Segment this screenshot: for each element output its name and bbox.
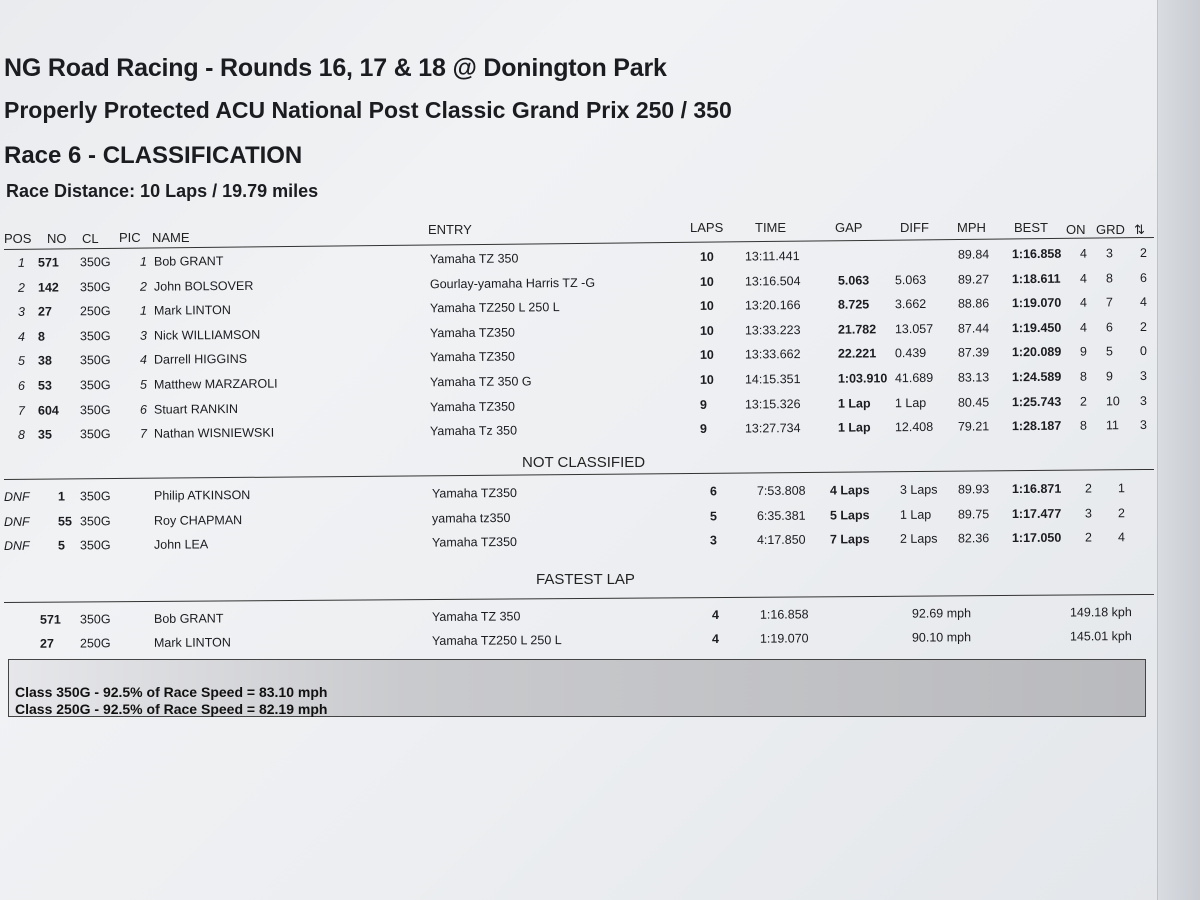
entry-cell: Yamaha TZ250 L 250 L xyxy=(429,300,560,316)
class-cell: 350G xyxy=(79,489,111,504)
diff-cell: 0.439 xyxy=(894,346,927,361)
mph-cell: 87.39 xyxy=(957,345,990,361)
position-change-cell: 4 xyxy=(1139,295,1147,310)
mph-cell: 89.84 xyxy=(957,247,990,262)
entry-cell: Yamaha Tz 350 xyxy=(429,423,518,439)
race-speed-box xyxy=(8,659,1146,717)
diff-cell: 13.057 xyxy=(894,321,934,336)
mph-cell: 88.86 xyxy=(957,296,990,311)
pic-cell: 4 xyxy=(139,353,147,368)
position-change-cell: 2 xyxy=(1139,245,1147,261)
grid-cell: 7 xyxy=(1105,295,1113,310)
entry-cell: Yamaha TZ350 xyxy=(429,325,516,341)
fastest-lap-number-cell: 4 xyxy=(711,631,719,647)
gap-cell: 1:03.910 xyxy=(837,371,888,386)
fastest-lap-number-cell: 4 xyxy=(711,607,719,623)
laps-cell: 10 xyxy=(699,372,714,387)
name-cell: Darrell HIGGINS xyxy=(153,352,248,368)
race-distance: Race Distance: 10 Laps / 19.79 miles xyxy=(6,181,319,201)
best-lap-cell: 1:20.089 xyxy=(1011,345,1062,360)
name-cell: Mark LINTON xyxy=(153,635,231,650)
header-mph: MPH xyxy=(957,220,986,235)
number-cell: 38 xyxy=(37,353,52,369)
time-cell: 1:16.858 xyxy=(759,607,809,622)
paper-edge xyxy=(1157,0,1200,900)
race-series-title: Properly Protected ACU National Post Classic Grand Prix 250 / 350 xyxy=(4,97,732,123)
number-cell: 571 xyxy=(37,255,59,270)
number-cell: 8 xyxy=(37,329,45,344)
on-cell: 8 xyxy=(1079,369,1087,384)
race-speed-250g: Class 250G - 92.5% of Race Speed = 82.19 mph xyxy=(15,701,328,717)
grid-cell: 10 xyxy=(1105,393,1120,408)
event-title: NG Road Racing - Rounds 16, 17 & 18 @ Donington Park xyxy=(4,54,667,82)
grid-cell: 5 xyxy=(1105,344,1113,359)
gap-cell: 1 Lap xyxy=(837,395,871,411)
pos-cell: DNF xyxy=(3,489,30,504)
time-cell: 13:20.166 xyxy=(744,298,801,313)
grid-cell: 8 xyxy=(1105,270,1113,285)
header-best: BEST xyxy=(1014,220,1048,235)
gap-cell: 5 Laps xyxy=(829,507,870,522)
entry-cell: Yamaha TZ350 xyxy=(431,485,518,501)
name-cell: Stuart RANKIN xyxy=(153,401,239,417)
grid-cell: 6 xyxy=(1105,320,1113,335)
pic-cell: 1 xyxy=(139,303,147,318)
pos-cell: 3 xyxy=(17,304,25,320)
pic-cell: 3 xyxy=(139,328,147,343)
best-lap-cell: 1:25.743 xyxy=(1011,394,1062,409)
number-cell: 571 xyxy=(39,612,61,627)
pos-cell: 2 xyxy=(17,280,25,295)
name-cell: Roy CHAPMAN xyxy=(153,512,243,528)
race-classification-title: Race 6 - CLASSIFICATION xyxy=(4,142,303,169)
header-gap: GAP xyxy=(835,220,863,235)
pic-cell: 6 xyxy=(139,402,147,417)
on-cell: 4 xyxy=(1079,295,1087,310)
name-cell: John BOLSOVER xyxy=(153,278,254,294)
pic-cell: 2 xyxy=(139,279,147,294)
name-cell: Nick WILLIAMSON xyxy=(153,327,261,343)
grid-cell: 11 xyxy=(1105,418,1119,433)
header-on: ON xyxy=(1066,222,1086,237)
pos-cell: DNF xyxy=(3,514,30,529)
header-diff: DIFF xyxy=(900,220,929,235)
time-cell: 4:17.850 xyxy=(756,532,806,548)
gap-cell: 5.063 xyxy=(837,273,870,288)
mph-cell: 82.36 xyxy=(957,531,990,546)
diff-cell: 3.662 xyxy=(894,297,927,312)
name-cell: Bob GRANT xyxy=(153,254,224,269)
best-lap-cell: 1:19.450 xyxy=(1011,320,1062,335)
best-lap-cell: 1:17.477 xyxy=(1011,506,1062,521)
pos-cell: 7 xyxy=(17,403,25,418)
class-cell: 350G xyxy=(79,612,111,627)
mph-cell: 89.75 xyxy=(957,506,990,521)
entry-cell: Yamaha TZ 350 G xyxy=(429,374,532,390)
number-cell: 53 xyxy=(37,378,52,393)
number-cell: 142 xyxy=(37,280,59,295)
on-cell: 4 xyxy=(1079,320,1087,335)
mph-cell: 87.44 xyxy=(957,321,990,336)
mph-cell: 89.27 xyxy=(957,271,990,287)
gap-cell: 8.725 xyxy=(837,297,870,312)
gap-cell: 7 Laps xyxy=(829,532,870,547)
number-cell: 35 xyxy=(37,427,52,442)
grid-cell: 2 xyxy=(1117,505,1125,520)
best-lap-cell: 1:19.070 xyxy=(1011,295,1062,311)
pos-cell: 8 xyxy=(17,427,25,443)
class-cell: 250G xyxy=(79,304,111,319)
kph-cell: 145.01 kph xyxy=(1069,629,1132,644)
class-cell: 350G xyxy=(79,353,111,368)
name-cell: Matthew MARZAROLI xyxy=(153,376,278,392)
diff-cell: 5.063 xyxy=(894,272,927,287)
class-cell: 350G xyxy=(79,279,111,294)
on-cell: 2 xyxy=(1084,530,1092,545)
grid-cell: 9 xyxy=(1105,369,1113,384)
time-cell: 13:16.504 xyxy=(744,273,801,289)
diff-cell: 12.408 xyxy=(894,420,934,435)
time-cell: 13:11.441 xyxy=(744,249,800,264)
header-time: TIME xyxy=(755,220,787,235)
entry-cell: Gourlay-yamaha Harris TZ -G xyxy=(429,275,596,291)
laps-cell: 10 xyxy=(699,323,714,338)
pic-cell: 5 xyxy=(139,377,147,392)
class-cell: 350G xyxy=(79,402,111,417)
mph-cell: 92.69 mph xyxy=(911,606,972,621)
header-entry: ENTRY xyxy=(428,222,472,237)
time-cell: 7:53.808 xyxy=(756,483,806,499)
laps-cell: 6 xyxy=(709,484,717,499)
position-change-cell: 6 xyxy=(1139,270,1147,285)
mph-cell: 90.10 mph xyxy=(911,630,972,645)
name-cell: Bob GRANT xyxy=(153,611,224,626)
header-cl: CL xyxy=(82,231,99,246)
laps-cell: 10 xyxy=(699,348,714,363)
class-cell: 350G xyxy=(79,255,111,270)
fastest-lap-title: FASTEST LAP xyxy=(536,571,635,588)
diff-cell: 41.689 xyxy=(894,370,934,386)
number-cell: 5 xyxy=(57,538,65,553)
fastest-lap-rule xyxy=(4,594,1154,603)
entry-cell: Yamaha TZ350 xyxy=(429,349,516,365)
mph-cell: 89.93 xyxy=(957,482,990,497)
name-cell: Mark LINTON xyxy=(153,303,231,318)
laps-cell: 10 xyxy=(699,298,714,314)
on-cell: 4 xyxy=(1079,271,1087,286)
header-name: NAME xyxy=(152,230,190,245)
laps-cell: 3 xyxy=(709,533,717,548)
number-cell: 604 xyxy=(37,403,59,418)
on-cell: 3 xyxy=(1084,505,1092,520)
time-cell: 13:15.326 xyxy=(744,396,801,412)
time-cell: 13:33.223 xyxy=(744,322,801,338)
on-cell: 2 xyxy=(1079,394,1087,409)
name-cell: Nathan WISNIEWSKI xyxy=(153,425,275,441)
time-cell: 6:35.381 xyxy=(756,508,806,523)
name-cell: John LEA xyxy=(153,537,209,552)
pos-cell: 4 xyxy=(17,329,25,344)
gap-cell: 21.782 xyxy=(837,322,877,337)
time-cell: 14:15.351 xyxy=(744,372,801,387)
entry-cell: yamaha tz350 xyxy=(431,510,511,526)
class-cell: 350G xyxy=(79,538,111,553)
on-cell: 9 xyxy=(1079,344,1087,359)
class-cell: 350G xyxy=(79,513,111,528)
header-pos: POS xyxy=(4,231,32,246)
diff-cell: 3 Laps xyxy=(899,482,938,497)
entry-cell: Yamaha TZ350 xyxy=(431,534,518,550)
class-cell: 350G xyxy=(79,328,111,344)
position-change-cell: 2 xyxy=(1139,319,1147,334)
pos-cell: 5 xyxy=(17,354,25,369)
pos-cell: 1 xyxy=(17,255,25,270)
number-cell: 27 xyxy=(39,636,54,651)
position-change-cell: 3 xyxy=(1139,368,1147,384)
diff-cell: 1 Lap xyxy=(899,507,932,522)
time-cell: 1:19.070 xyxy=(759,631,809,646)
kph-cell: 149.18 kph xyxy=(1069,605,1132,620)
on-cell: 8 xyxy=(1079,418,1087,433)
position-change-cell: 0 xyxy=(1139,344,1147,359)
not-classified-title: NOT CLASSIFIED xyxy=(522,454,646,471)
laps-cell: 10 xyxy=(699,249,714,264)
header-laps: LAPS xyxy=(690,220,724,235)
entry-cell: Yamaha TZ 350 xyxy=(431,609,521,624)
grid-cell: 4 xyxy=(1117,530,1125,545)
best-lap-cell: 1:16.858 xyxy=(1011,246,1062,262)
header-pic: PIC xyxy=(119,230,141,245)
pic-cell: 7 xyxy=(139,426,147,441)
header-position-change: ⇅ xyxy=(1134,222,1145,237)
number-cell: 55 xyxy=(57,513,72,529)
gap-cell: 4 Laps xyxy=(829,483,870,498)
entry-cell: Yamaha TZ250 L 250 L xyxy=(431,633,562,648)
name-cell: Philip ATKINSON xyxy=(153,488,251,503)
number-cell: 1 xyxy=(57,489,65,504)
best-lap-cell: 1:17.050 xyxy=(1011,530,1062,546)
laps-cell: 10 xyxy=(699,274,714,289)
on-cell: 2 xyxy=(1084,481,1092,496)
laps-cell: 5 xyxy=(709,508,717,523)
class-cell: 250G xyxy=(79,636,111,651)
grid-cell: 3 xyxy=(1105,246,1113,261)
best-lap-cell: 1:24.589 xyxy=(1011,369,1062,385)
race-speed-350g: Class 350G - 92.5% of Race Speed = 83.10 mph xyxy=(15,684,328,700)
class-cell: 350G xyxy=(79,427,111,442)
time-cell: 13:27.734 xyxy=(744,421,801,436)
laps-cell: 9 xyxy=(699,397,707,412)
diff-cell: 2 Laps xyxy=(899,531,938,546)
number-cell: 27 xyxy=(37,304,52,319)
laps-cell: 9 xyxy=(699,422,707,437)
pos-cell: 6 xyxy=(17,378,25,393)
entry-cell: Yamaha TZ 350 xyxy=(429,251,519,267)
grid-cell: 1 xyxy=(1117,481,1125,496)
mph-cell: 83.13 xyxy=(957,370,990,385)
position-change-cell: 3 xyxy=(1139,418,1147,433)
diff-cell: 1 Lap xyxy=(894,395,927,410)
best-lap-cell: 1:28.187 xyxy=(1011,418,1062,434)
time-cell: 13:33.662 xyxy=(744,347,801,362)
pic-cell: 1 xyxy=(139,254,147,269)
header-grd: GRD xyxy=(1096,222,1125,237)
mph-cell: 80.45 xyxy=(957,394,990,410)
pos-cell: DNF xyxy=(3,538,30,553)
gap-cell: 1 Lap xyxy=(837,420,871,435)
mph-cell: 79.21 xyxy=(957,419,990,434)
position-change-cell: 3 xyxy=(1139,393,1147,408)
gap-cell: 22.221 xyxy=(837,346,877,362)
on-cell: 4 xyxy=(1079,246,1087,261)
header-no: NO xyxy=(47,231,67,246)
best-lap-cell: 1:16.871 xyxy=(1011,481,1062,497)
class-cell: 350G xyxy=(79,378,111,393)
best-lap-cell: 1:18.611 xyxy=(1011,271,1061,286)
entry-cell: Yamaha TZ350 xyxy=(429,399,516,414)
